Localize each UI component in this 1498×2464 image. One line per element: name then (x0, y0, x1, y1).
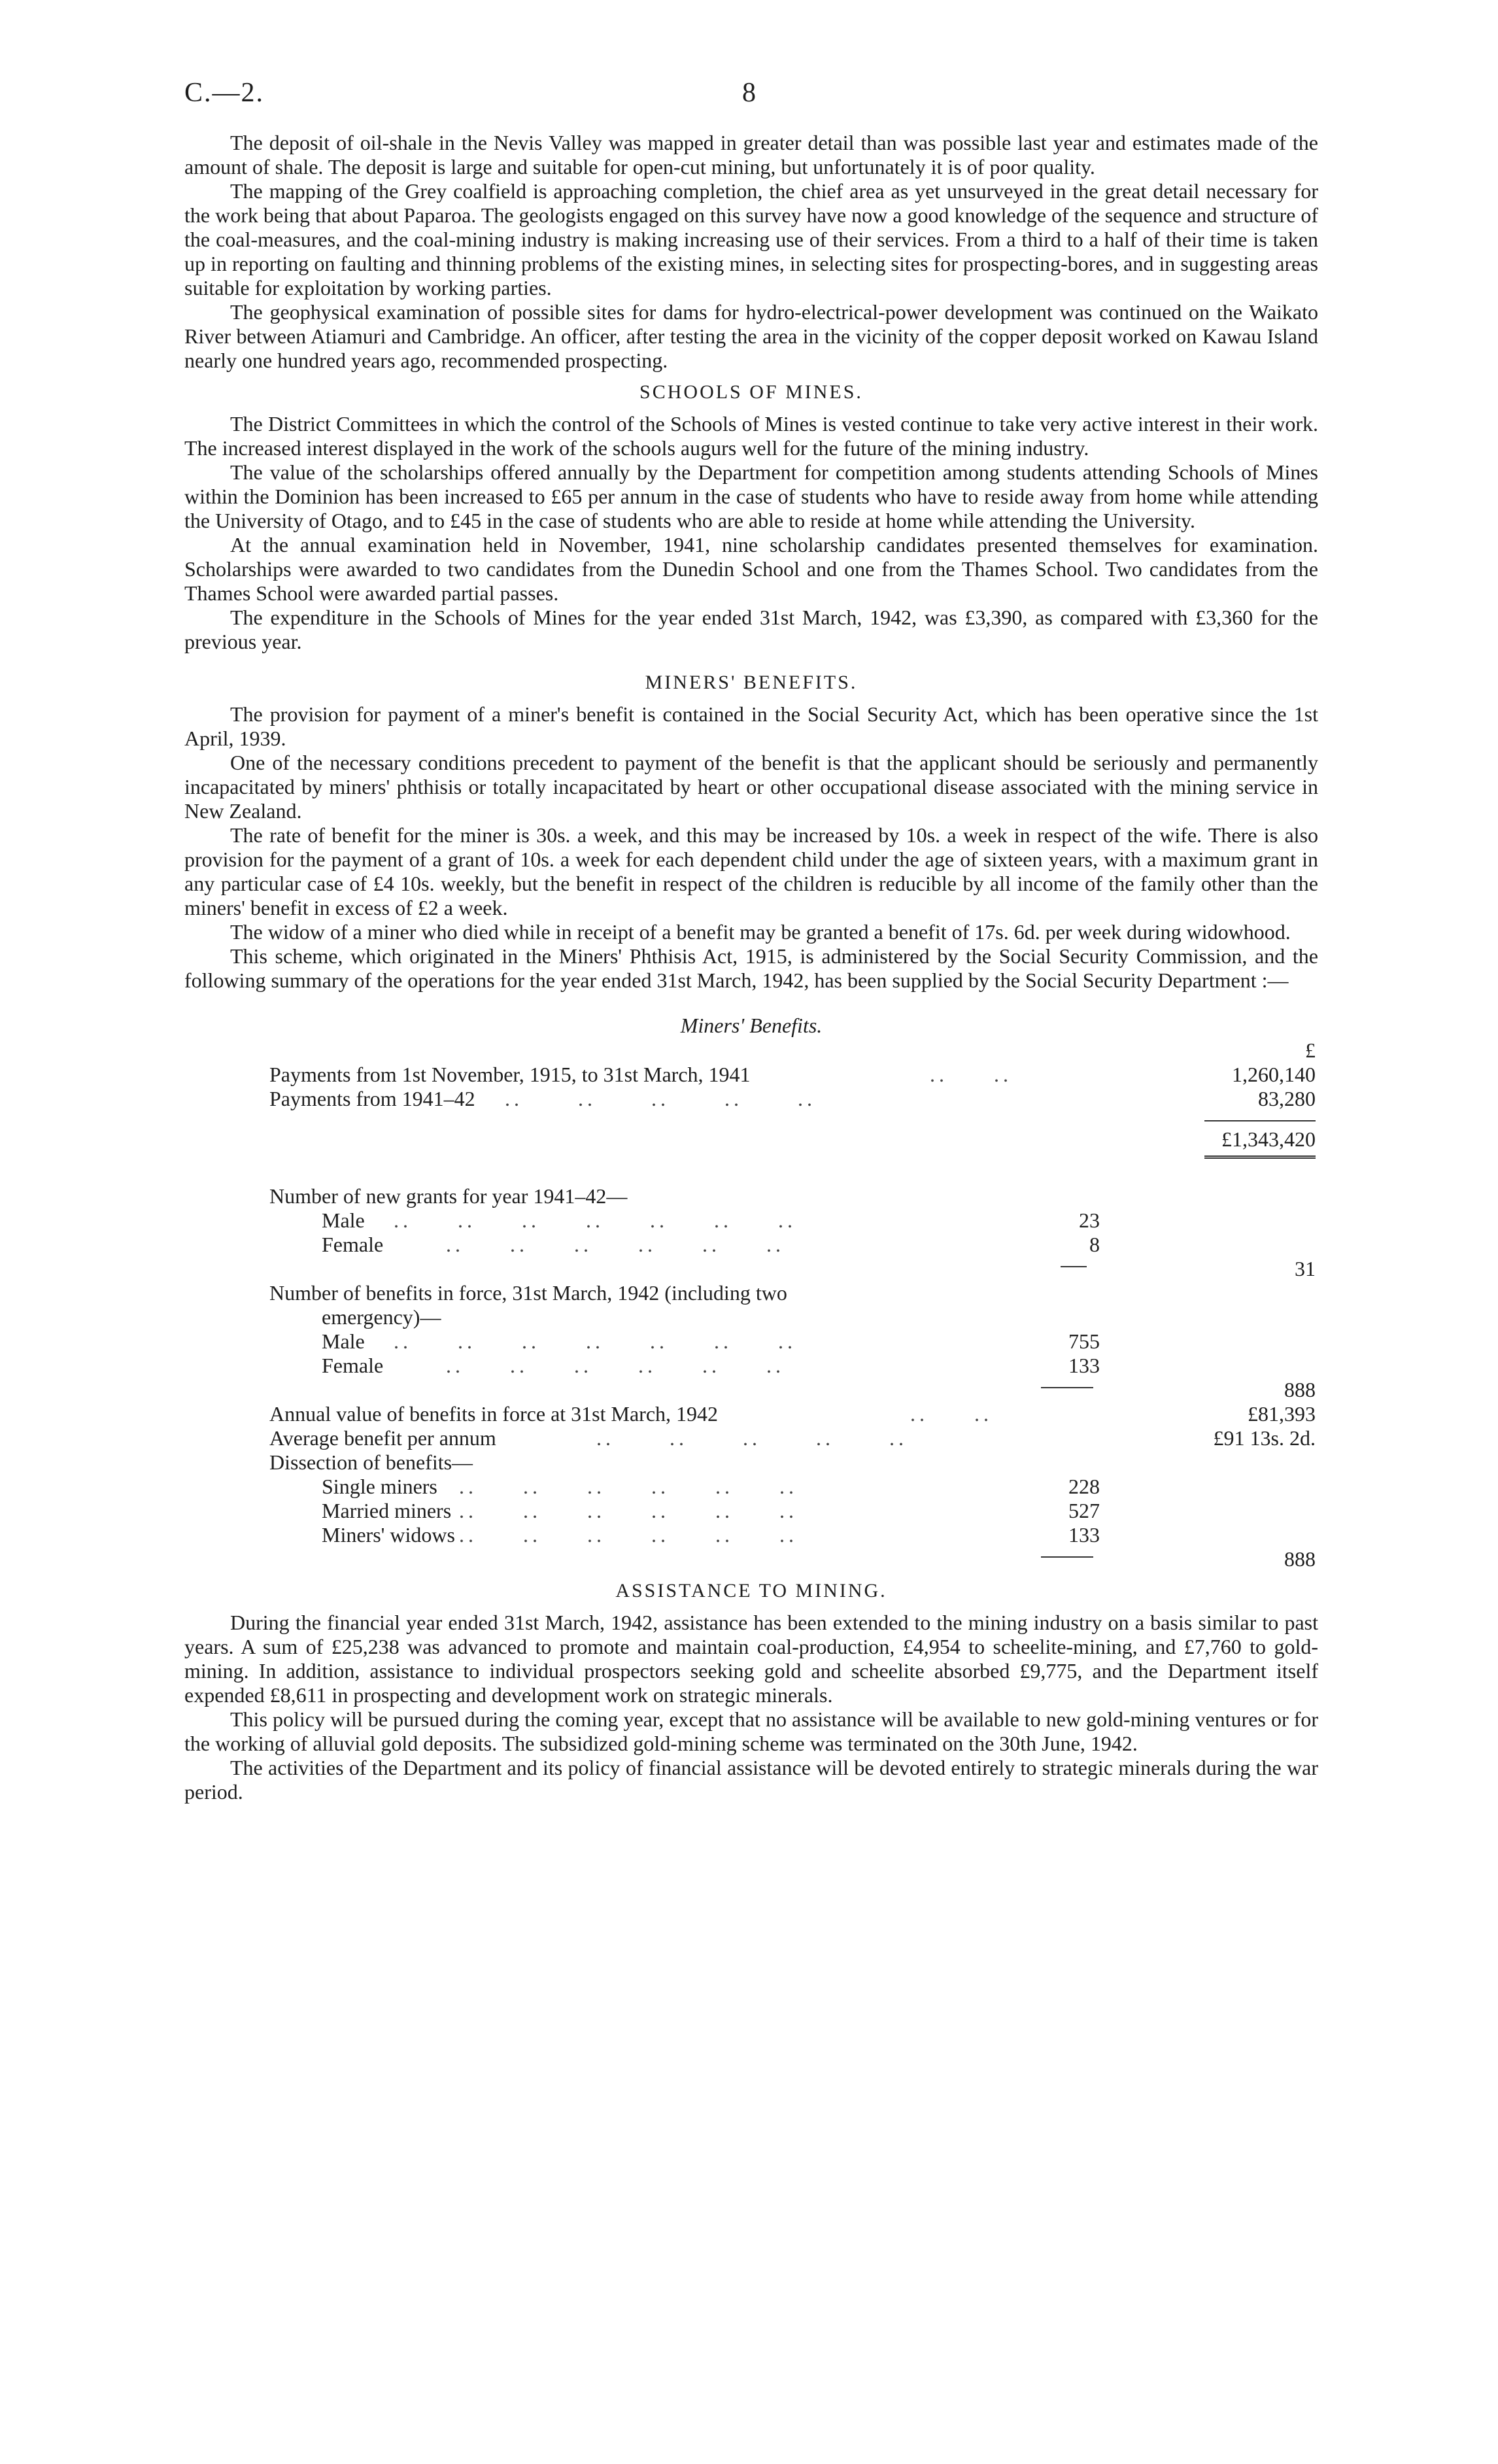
row-label: Payments from 1941–42 (269, 1087, 475, 1110)
force-total: 888 (1284, 1378, 1316, 1401)
paragraph: The deposit of oil-shale in the Nevis Valley was mapped in greater detail than was possible last year and estimates made of the amount of shale. The deposit is large and suitable for open-cut mining, but unfortunately it is of poor quality. (184, 131, 1318, 179)
row-label: Female (322, 1354, 384, 1377)
cell-value: 755 (1068, 1329, 1100, 1353)
running-head (0, 77, 1498, 116)
section-heading-benefits: MINERS' BENEFITS. (645, 672, 858, 693)
row-label: Payments from 1st November, 1915, to 31st March, 1941 (269, 1063, 751, 1086)
grants-total: 31 (1295, 1257, 1316, 1280)
cell-value: 133 (1068, 1523, 1100, 1547)
paragraph: The rate of benefit for the miner is 30s. a week, and this may be increased by 10s. a week in respect of the wife. There is also provision for the payment of a grant of 10s. a week for each dependent child under the age of sixteen years, with a maximum grant in any particular case of £4 10s. weekly, but the benefit in respect of the children is reducible by all income of the family other than the miners' benefit in excess of £2 a week. (184, 823, 1318, 919)
paragraph: The provision for payment of a miner's benefit is contained in the Social Security Act, which has been operative since the 1st April, 1939. (184, 702, 1318, 750)
paragraph: The activities of the Department and its policy of financial assistance will be devoted entirely to strategic minerals during the war period. (184, 1756, 1318, 1804)
cell-value: £91 13s. 2d. (1213, 1426, 1316, 1450)
cell-value: 133 (1068, 1354, 1100, 1377)
paragraph: The District Committees in which the control of the Schools of Mines is vested continue to take very active interest in their work. The increased interest displayed in the work of the schools augurs well for the future of the mining industry. (184, 412, 1318, 460)
currency-header: £ (1305, 1038, 1316, 1062)
cell-value: 8 (1089, 1233, 1100, 1256)
cell-value: £81,393 (1248, 1402, 1316, 1426)
cell-value: 228 (1068, 1475, 1100, 1498)
dissection-total: 888 (1284, 1547, 1316, 1571)
cell-value: 527 (1068, 1499, 1100, 1522)
row-label: Female (322, 1233, 384, 1256)
row-label: emergency)— (322, 1305, 441, 1329)
paragraph: This policy will be pursued during the coming year, except that no assistance will be available to new gold-mining ventures or for the working of alluvial gold deposits. The subsidized gold-mining scheme was terminated on the 30th June, 1942. (184, 1707, 1318, 1755)
paragraph: The value of the scholarships offered annually by the Department for competition among students attending Schools of Mines within the Dominion has been increased to £65 per annum in the case of students who have to reside away from home while attending the University of Otago, and to £45 in the case of students who are able to reside at home while attending the University. (184, 460, 1318, 532)
cell-value: 83,280 (1258, 1087, 1316, 1110)
paragraph: The geophysical examination of possible sites for dams for hydro-electrical-power development was continued on the Waikato River between Atiamuri and Cambridge. An officer, after testing the area in the vicinity of the copper deposit worked on Kawau Island nearly one hundred years ago, recommended prospecting. (184, 300, 1318, 372)
paragraph: At the annual examination held in November, 1941, nine scholarship candidates presented themselves for examination. Scholarships were awarded to two candidates from the Dunedin School and one from the Thames School. Two candidates from the Thames School were awarded partial passes. (184, 533, 1318, 605)
row-label: Single miners (322, 1475, 437, 1498)
section-heading-schools: SCHOOLS OF MINES. (639, 381, 863, 403)
row-label: Annual value of benefits in force at 31st March, 1942 (269, 1402, 719, 1426)
table-title: Miners' Benefits. (680, 1014, 823, 1037)
section-heading-assistance: ASSISTANCE TO MINING. (615, 1580, 887, 1601)
paragraph: During the financial year ended 31st March, 1942, assistance has been extended to the mining industry on a basis similar to past years. A sum of £25,238 was advanced to promote and maintain coal-production, £4,954 to scheelite-mining, and £7,760 to gold-mining. In addition, assistance to individual prospectors seeking gold and scheelite absorbed £9,775, and the Department itself expended £8,611 in prospecting and development work on strategic minerals. (184, 1611, 1318, 1707)
payments-total: £1,343,420 (1221, 1127, 1316, 1151)
paragraph: The expenditure in the Schools of Mines for the year ended 31st March, 1942, was £3,390, as compared with £3,360 for the previous year. (184, 606, 1318, 653)
page-number: 8 (742, 78, 756, 108)
document-code: C.—2. (184, 78, 265, 108)
row-label: Married miners (322, 1499, 452, 1522)
row-label: Male (322, 1208, 365, 1232)
paragraph: The widow of a miner who died while in receipt of a benefit may be granted a benefit of 17s. 6d. per week during widowhood. (230, 920, 1291, 944)
paragraph: The mapping of the Grey coalfield is approaching completion, the chief area as yet unsurveyed in the great detail necessary for the work being that about Paparoa. The geologists engaged on this survey have now a good knowledge of the sequence and structure of the coal-measures, and the coal-mining industry is making increasing use of their services. From a third to a half of their time is taken up in reporting on faulting and thinning problems of the existing mines, in selecting sites for prospecting-bores, and in suggesting areas suitable for exploitation by working parties. (184, 179, 1318, 299)
cell-value: 23 (1079, 1208, 1100, 1232)
paragraph: One of the necessary conditions precedent to payment of the benefit is that the applicant should be seriously and permanently incapacitated by miners' phthisis or totally incapacitated by heart or other occupational disease associated with the mining service in New Zealand. (184, 751, 1318, 823)
row-label: Average benefit per annum (269, 1426, 496, 1450)
row-label: Miners' widows (322, 1523, 455, 1547)
paragraph: This scheme, which originated in the Miners' Phthisis Act, 1915, is administered by the Social Security Commission, and the following summary of the operations for the year ended 31st March, 1942, has been supplied by the Social Security Department :— (184, 944, 1318, 992)
cell-value: 1,260,140 (1232, 1063, 1316, 1086)
body-text (184, 131, 1318, 1804)
row-label: Dissection of benefits— (269, 1450, 473, 1474)
miners-benefits-table: £ Payments from 1st November, 1915, to 31st March, 1941 .. .. 1,260,140 Payments from 1941–42 .. .. .. .. .. 83,280 £1,343,420 Number of new grants for year 1941–42— Male .. .. .. .. .. .. .. 23 Female .. .. .. .. .. .. 8 31 Number of benefits in force, 31st March, 1942 (including two emergency)— Male .. .. .. .. .. .. .. 755 Female .. .. .. .. .. .. 133 888 Annual value of benefits in force at 31st March, 1942 .. .. £81,393 Average benefit per annum .. .. .. .. .. £91 13s. 2d. Dissection of benefits— Single miners .. .. .. .. .. .. 228 Married miners .. .. .. .. .. .. 527 Miners' widows .. .. .. .. .. .. 133 888 (269, 1038, 1316, 1571)
row-label: Number of new grants for year 1941–42— (269, 1184, 628, 1208)
row-label: Number of benefits in force, 31st March, 1942 (including two (269, 1281, 787, 1305)
row-label: Male (322, 1329, 365, 1353)
